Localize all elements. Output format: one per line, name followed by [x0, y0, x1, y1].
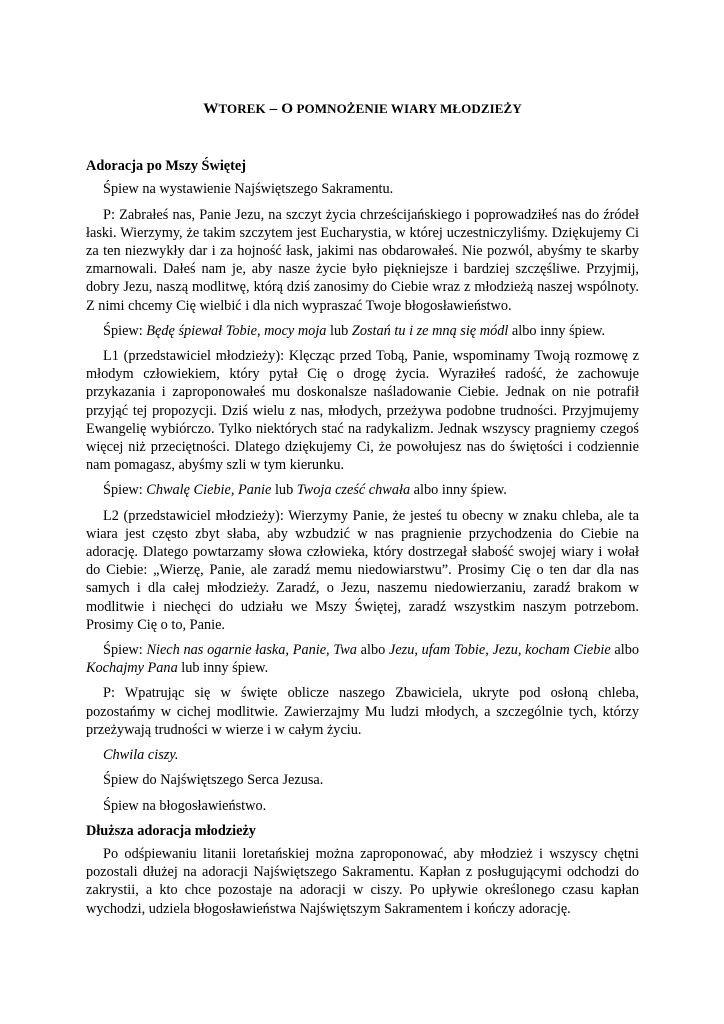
- paragraph-song-3: [86, 641, 639, 677]
- paragraph-prayer-p2: P: Wpatrując się w święte oblicze naszego Zbawiciela, ukryte pod osłoną chleba, pozostańmy w cichej modlitwie. Zawierzajmy Mu ludzi młodych, a szczególnie tych, którzy przeżywają trudności w wierze i w całym życiu.: [86, 685, 639, 738]
- song-1-title-a: Będę śpiewał Tobie, mocy moja: [146, 322, 327, 339]
- song-2-connector: lub: [271, 482, 297, 499]
- paragraph-reader-l1: L1 (przedstawiciel młodzieży): Klęcząc przed Tobą, Panie, wspominamy Twoją rozmowę z młodym człowiekiem, który pytał Cię o drogę życia. Wyraziłeś radość, że zachowuje przykazania i zaproponowałeś mu doskonalsze naśladowanie Ciebie. Jednak on nie potrafił przyjąć tej propozycji. Dziś wielu z nas, młodych, przeżywa podobne trudności. Przyjmujemy Ewangelię wybiórczo. Tylko niektórych stać na radykalizm. Jednak wszyscy pragniemy czegoś więcej niż przeciętności. Dlatego dziękujemy Ci, że powołujesz nas do świętości i codziennie nam pomagasz, abyśmy szli w tym kierunku.: [86, 348, 639, 474]
- paragraph-longer-adoration: Po odśpiewaniu litanii loretańskiej można zaproponować, aby młodzież i wszyscy chętni pozostali dłużej na adoracji Najświętszego Sakramentu. Kapłan z posługującymi odchodzi do zakrystii, a kto chce pozostaje na adoracji w ciszy. Po upływie określonego czasu kapłan wychodzi, udziela błogosławieństwa Najświętszym Sakramentem i kończy adorację.: [86, 845, 639, 917]
- song-1-title-b: Zostań tu i ze mną się módl: [351, 322, 509, 339]
- song-1-suffix: albo inny śpiew.: [508, 322, 606, 339]
- title-word-wtorek: TOREK: [218, 101, 266, 116]
- song-2-title-b: Twoja cześć chwała: [296, 482, 411, 499]
- title-dash: –: [265, 100, 282, 117]
- song-1-connector: lub: [326, 322, 352, 339]
- paragraph-song-blessing: Śpiew na błogosławieństwo.: [103, 797, 267, 814]
- section-heading-adoracja: Adoracja po Mszy Świętej: [86, 158, 247, 175]
- song-3-prefix: Śpiew:: [103, 642, 147, 659]
- song-3-suffix: lub inny śpiew.: [177, 660, 269, 677]
- song-3-connector-a: albo: [356, 642, 389, 659]
- section-heading-dluzsza-adoracja: Dłuższa adoracja młodzieży: [86, 822, 256, 839]
- song-2-title-a: Chwalę Ciebie, Panie: [146, 482, 272, 499]
- song-1-prefix: Śpiew:: [103, 322, 147, 339]
- song-3-title-b: Jezu, ufam Tobie, Jezu, kocham Ciebie: [388, 642, 611, 659]
- title-initial-o: O: [281, 100, 294, 117]
- song-3-title-a: Niech nas ogarnie łaska, Panie, Twa: [146, 642, 357, 659]
- paragraph-silence: Chwila ciszy.: [103, 747, 179, 764]
- document-page: [86, 100, 639, 925]
- paragraph-reader-l2: L2 (przedstawiciel młodzieży): Wierzymy Panie, że jesteś tu obecny w znaku chleba, ale ta wiara jest często zbyt słaba, aby wzbudzić w nas pragnienie przychodzenia do Ciebie na adorację. Dlatego powtarzamy słowa człowieka, który dostrzegał słabość swojej wiary i wołał do Ciebie: „Wierzę, Panie, ale zaradź memu niedowiarstwu”. Prosimy Cię o ten dar dla nas samych i dla całej młodzieży. Zaradź, o Jezu, naszemu niedowierzaniu, zaradź brakom w modlitwie i niechęci do udziału we Mszy Świętej, zaradź wszystkim naszym potrzebom. Prosimy Cię o to, Panie.: [86, 507, 639, 633]
- page-title: [86, 100, 639, 118]
- song-2-prefix: Śpiew:: [103, 482, 147, 499]
- song-3-connector-b: albo: [610, 642, 640, 659]
- paragraph-prayer-p1: P: Zabrałeś nas, Panie Jezu, na szczyt życia chrześcijańskiego i poprowadziłeś nas do źródeł łaski. Wierzymy, że takim szczytem jest Eucharystia, w której uczestniczyliśmy. Dziękujemy Ci za ten niezwykły dar i za hojność łask, jakimi nas obdarowałeś. Nie pozwól, abyśmy te skarby zmarnowali. Dałeś nam je, aby nasze życie było piękniejsze i bardziej szczęśliwe. Przyjmij, dobry Jezu, naszą modlitwę, którą dziś zanosimy do Ciebie wraz z młodzieżą naszej wspólnoty. Z nimi chcemy Cię wielbić i dla nich wypraszać Twoje błogosławieństwo.: [86, 206, 639, 314]
- title-rest: POMNOŻENIE WIARY MŁODZIEŻY: [293, 101, 522, 116]
- paragraph-song-1: [86, 322, 639, 340]
- paragraph-song-2: [86, 481, 639, 499]
- paragraph-song-sacred-heart: Śpiew do Najświętszego Serca Jezusa.: [103, 772, 324, 789]
- song-2-suffix: albo inny śpiew.: [410, 482, 507, 499]
- song-3-title-c: Kochajmy Pana: [86, 660, 178, 677]
- paragraph-wystawienie: Śpiew na wystawienie Najświętszego Sakramentu.: [103, 181, 394, 198]
- title-initial-w: W: [203, 100, 219, 117]
